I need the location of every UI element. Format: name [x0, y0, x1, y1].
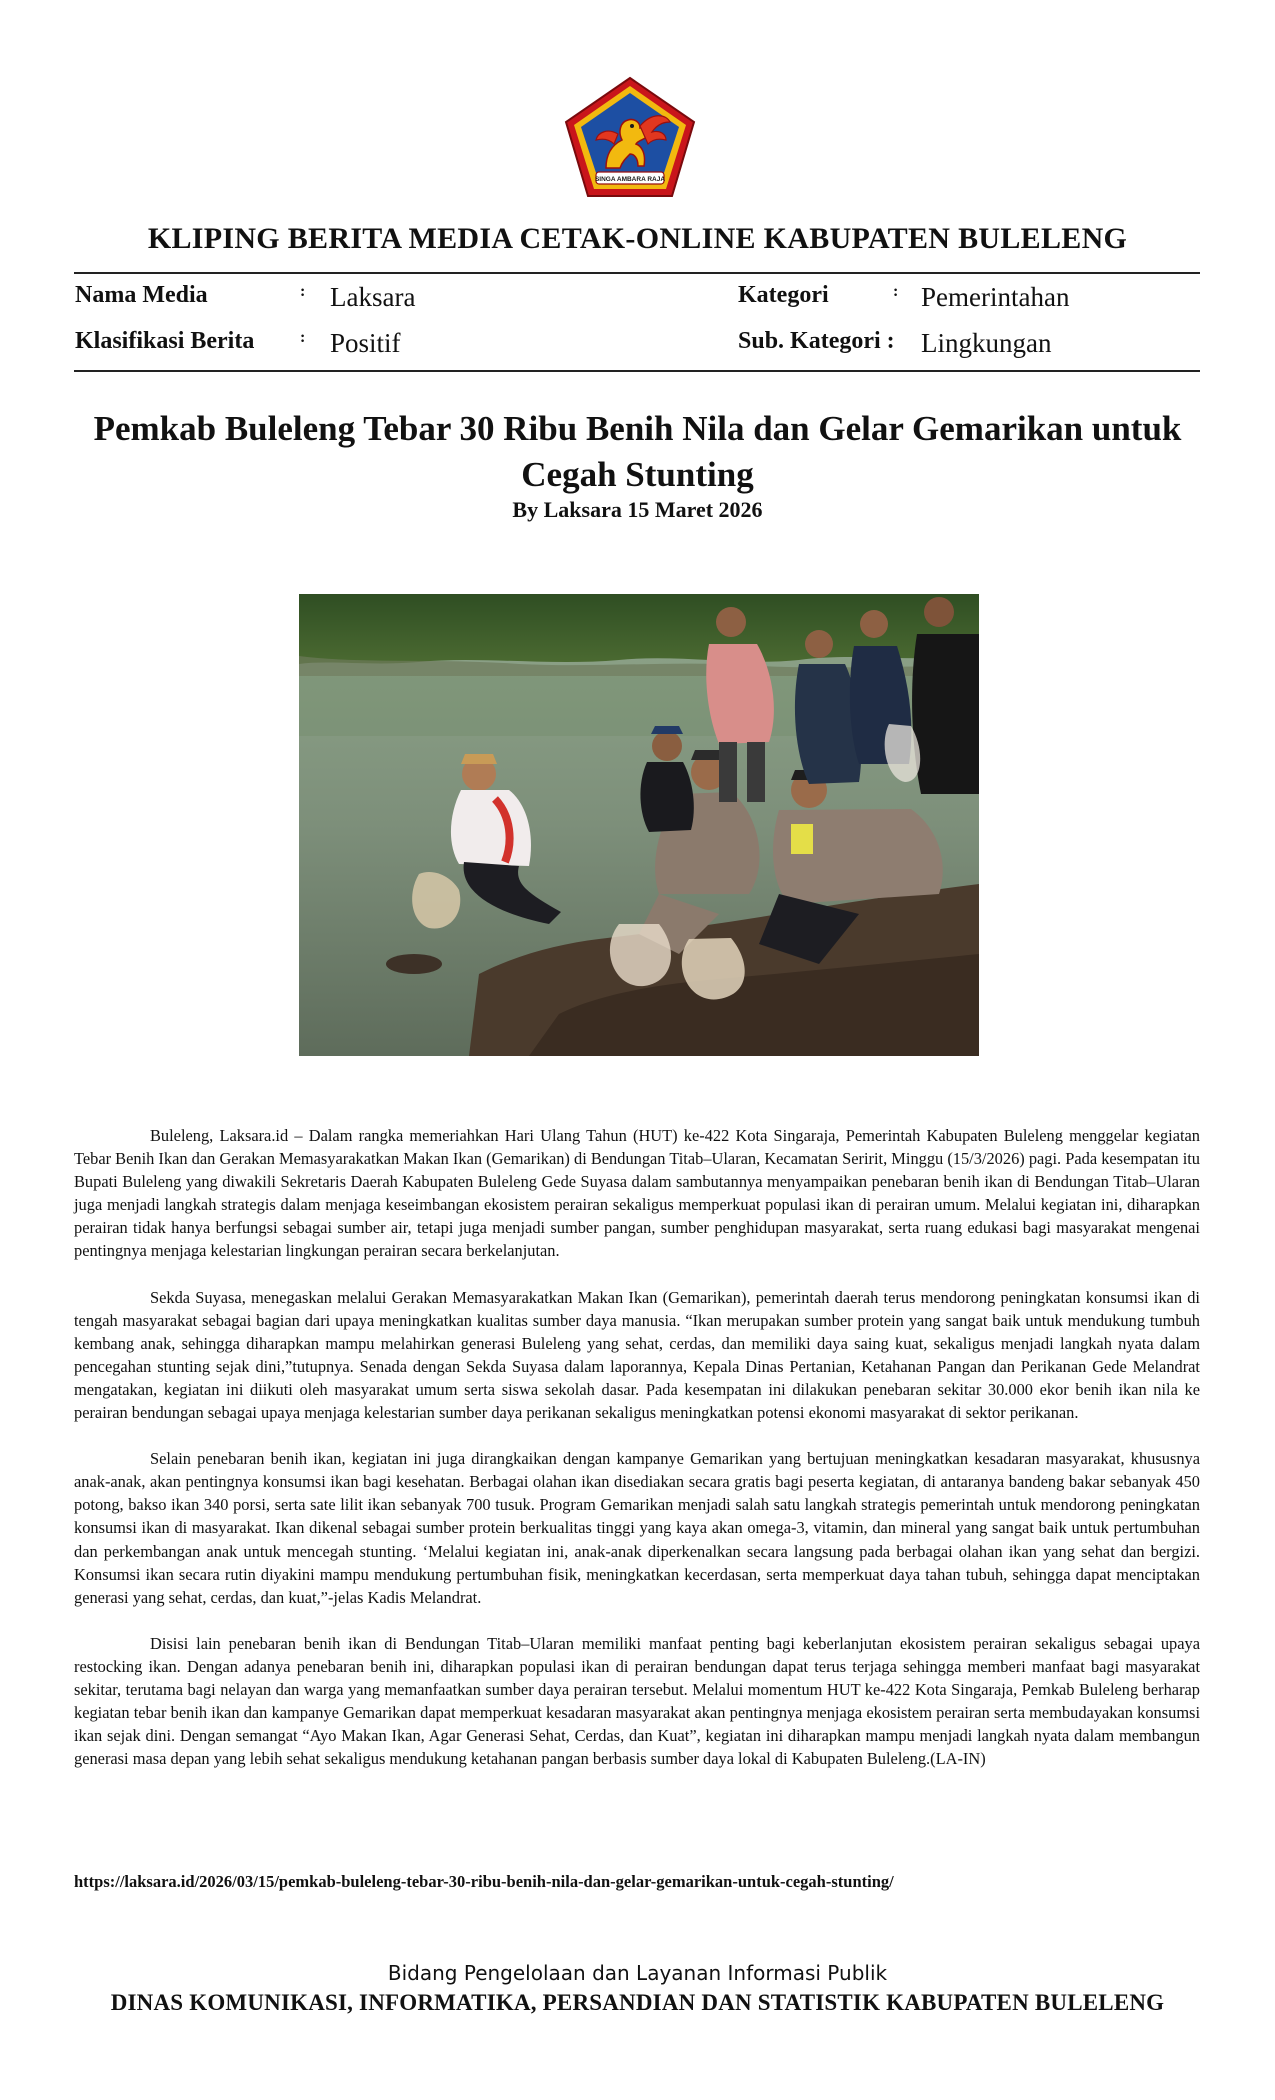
media-label: Nama Media [75, 282, 208, 308]
kategori-colon: : [893, 283, 899, 300]
klasifikasi-colon: : [300, 329, 306, 346]
header-top-rule [74, 272, 1200, 274]
page-title: KLIPING BERITA MEDIA CETAK-ONLINE KABUPATEN BULELENG [147, 222, 1128, 255]
media-value: Laksara [330, 282, 416, 312]
article-paragraph: Selain penebaran benih ikan, kegiatan ini juga dirangkaikan dengan kampanye Gemarikan yang bertujuan meningkatkan kesadaran masyarakat, khususnya anak-anak, akan pentingnya konsumsi ikan bagi kesehatan. Berbagai olahan ikan disediakan secara gratis bagi peserta kegiatan, di antaranya bandeng bakar sebanyak 450 potong, bakso ikan 340 porsi, serta sate lilit ikan sebanyak 700 tusuk. Program Gemarikan menjadi salah satu langkah strategis pemerintah untuk mendorong peningkatan konsumsi ikan di masyarakat. Ikan dikenal sebagai sumber protein berkualitas tinggi yang kaya akan omega-3, vitamin, dan mineral yang sangat baik untuk pertumbuhan dan perkembangan anak untuk mencegah stunting. ‘Melalui kegiatan ini, anak-anak diperkenalkan secara langsung pada berbagai olahan ikan yang sehat dan bergizi. Konsumsi ikan secara rutin diyakini mampu mendukung pertumbuhan fisik, meningkatkan kecerdasan, serta memperkuat daya tahan tubuh, sehingga dapat menciptakan generasi yang sehat, cerdas, dan kuat,”-jelas Kadis Melandrat. [74, 1449, 1200, 1607]
kabupaten-buleleng-logo [562, 74, 698, 200]
article-paragraph: Buleleng, Laksara.id – Dalam rangka memeriahkan Hari Ulang Tahun (HUT) ke-422 Kota Singaraja, Pemerintah Kabupaten Buleleng menggelar kegiatan Tebar Benih Ikan dan Gerakan Memasyarakatkan Makan Ikan (Gemarikan) di Bendungan Titab–Ularan, Kecamatan Seririt, Minggu (15/3/2026) pagi. Pada kesempatan itu Bupati Buleleng yang diwakili Sekretaris Daerah Kabupaten Buleleng Gede Suyasa dalam sambutannya menyampaikan penebaran benih ikan di Bendungan Titab–Ularan juga menjadi langkah strategis dalam menjaga keseimbangan ekosistem perairan sekaligus memperkuat populasi ikan di perairan umum. Melalui kegiatan ini, diharapkan perairan tidak hanya berfungsi sebagai sumber air, tetapi juga menjadi sumber pangan, sumber penghidupan masyarakat, serta ruang edukasi bagi masyarakat mengenai pentingnya menjaga kelestarian lingkungan perairan secara berkelanjutan. [74, 1126, 1200, 1261]
article-photo [299, 594, 979, 1056]
klasifikasi-label: Klasifikasi Berita [75, 328, 255, 354]
media-colon: : [300, 283, 306, 300]
article-paragraph: Sekda Suyasa, menegaskan melalui Gerakan Memasyarakatkan Makan Ikan (Gemarikan), pemerintah daerah terus mendorong peningkatan konsumsi ikan di tengah masyarakat sebagai bagian dari upaya meningkatkan kualitas sumber daya manusia. “Ikan merupakan sumber protein yang sangat baik untuk mendukung tumbuh kembang anak, sehingga diharapkan mampu melahirkan generasi Buleleng yang sehat, cerdas, dan memiliki daya saing kuat, sekaligus menjadi langkah nyata dalam pencegahan stunting sejak dini,”tutupnya. Senada dengan Sekda Suyasa dalam laporannya, Kepala Dinas Pertanian, Ketahanan Pangan dan Perikanan Gede Melandrat mengatakan, kegiatan ini diikuti oleh masyarakat umum serta siswa sekolah dasar. Pada kesempatan ini dilakukan penebaran sekitar 30.000 ekor benih ikan nila ke perairan bendungan sebagai upaya menjaga kelestarian sumber daya perikanan sekaligus meningkatkan potensi ekonomi masyarakat di sektor perikanan. [74, 1287, 1200, 1423]
footer-agency: DINAS KOMUNIKASI, INFORMATIKA, PERSANDIAN DAN STATISTIK KABUPATEN BULELENG [110, 1990, 1165, 2015]
klasifikasi-value: Positif [330, 328, 401, 358]
article-paragraph: Disisi lain penebaran benih ikan di Bendungan Titab–Ularan memiliki manfaat penting bagi keberlanjutan ekosistem perairan sekaligus sebagai upaya restocking ikan. Dengan adanya penebaran benih ini, diharapkan populasi ikan di perairan bendungan dapat terus terjaga sehingga memberi manfaat bagi masyarakat sekitar, terutama bagi nelayan dan warga yang memanfaatkan sumber daya perairan tersebut. Melalui momentum HUT ke-422 Kota Singaraja, Pemkab Buleleng berharap kegiatan tebar benih ikan dan kampanye Gemarikan dapat memperkuat kesadaran masyarakat akan pentingnya menjaga ekosistem perairan serta membudayakan konsumsi ikan sejak dini. Dengan semangat “Ayo Makan Ikan, Agar Generasi Sehat, Cerdas, dan Kuat”, kegiatan ini diharapkan mampu menjadi langkah nyata dalam membangun generasi masa depan yang lebih sehat sekaligus mendukung ketahanan pangan berbasis sumber daya lokal di Kabupaten Buleleng.(LA-IN) [74, 1633, 1200, 1769]
article-headline: Pemkab Buleleng Tebar 30 Ribu Benih Nila dan Gelar Gemarikan untuk Cegah Stunting [93, 409, 1182, 494]
crest-motto: SINGA AMBARA RAJA [594, 176, 666, 183]
subkategori-value: Lingkungan [921, 328, 1052, 358]
kategori-label: Kategori [738, 282, 829, 308]
crest-icon [562, 74, 698, 200]
source-url-link[interactable]: https://laksara.id/2026/03/15/pemkab-buleleng-tebar-30-ribu-benih-nila-dan-gelar-gemarikan-untuk-cegah-stunting/ [74, 1872, 894, 1891]
header-bottom-rule [74, 370, 1200, 372]
footer-division: Bidang Pengelolaan dan Layanan Informasi Publik [387, 1961, 888, 1985]
article-byline: By Laksara 15 Maret 2026 [512, 497, 763, 522]
subkategori-label: Sub. Kategori : [738, 328, 895, 354]
article-body [74, 1124, 1200, 1793]
kategori-value: Pemerintahan [921, 282, 1070, 312]
